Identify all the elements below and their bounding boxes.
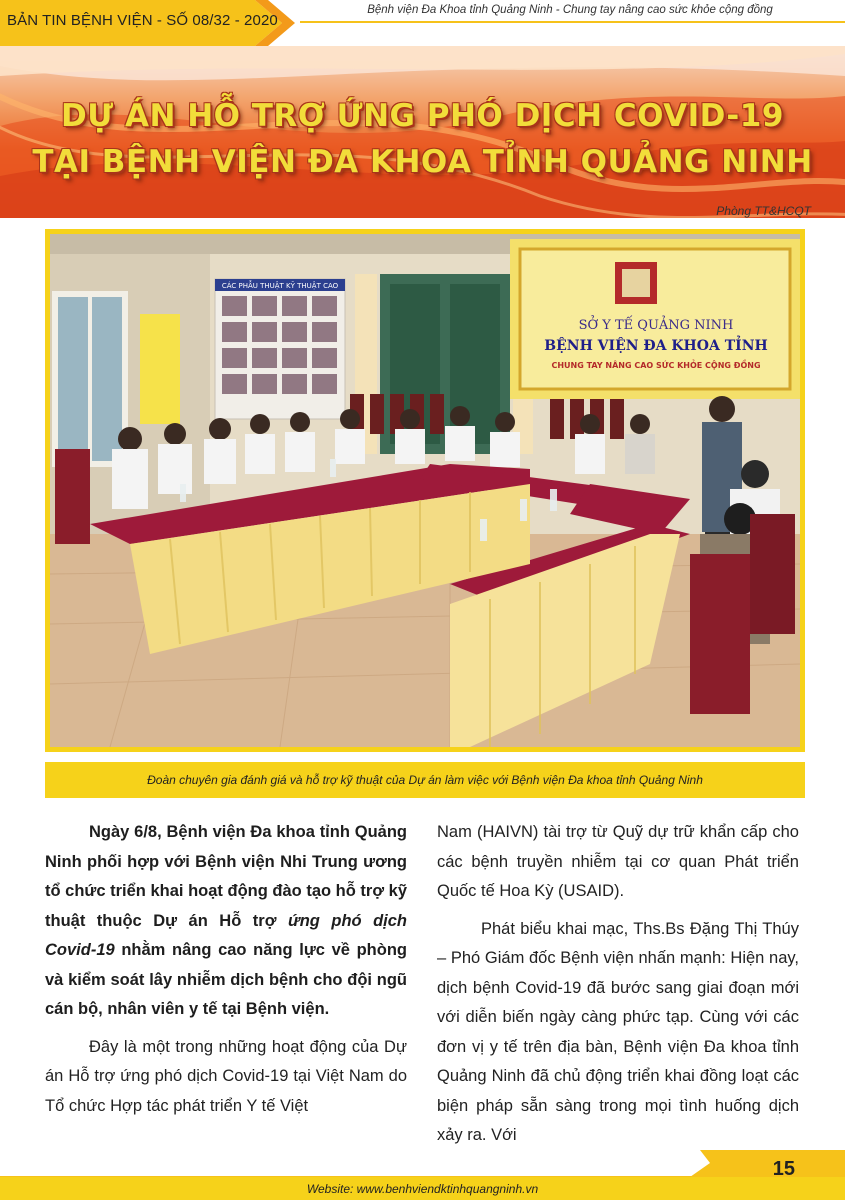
photo-board-title: CÁC PHẪU THUẬT KỸ THUẬT CAO bbox=[221, 282, 339, 290]
photo-banner-line-1: SỞ Y TẾ QUẢNG NINH bbox=[578, 318, 734, 333]
title-banner bbox=[0, 46, 845, 218]
photo-banner-line-2: BỆNH VIỆN ĐA KHOA TỈNH bbox=[544, 338, 768, 354]
article-column-left bbox=[45, 818, 407, 1121]
article-column-right bbox=[437, 818, 799, 1151]
article-author: Phòng TT&HCQT bbox=[716, 204, 811, 218]
article-title-line-2: TẠI BỆNH VIỆN ĐA KHOA TỈNH QUẢNG NINH bbox=[32, 144, 813, 180]
lead-text-end: nhằm nâng cao năng lực về phòng và kiểm soát lây nhiễm dịch bệnh cho đội ngũ cán bộ, nhân viên y tế tại Bệnh viện. bbox=[45, 941, 407, 1018]
lead-text: Ngày 6/8, Bệnh viện Đa khoa tỉnh Quảng Ninh phối hợp với Bệnh viện Nhi Trung ương tổ chức triển khai hoạt động đào tạo hỗ trợ kỹ thuật thuộc Dự án Hỗ trợ bbox=[45, 823, 407, 930]
article-title-line-1: DỰ ÁN HỖ TRỢ ỨNG PHÓ DỊCH COVID-19 bbox=[61, 98, 784, 134]
photo-banner-line-3: CHUNG TAY NÂNG CAO SỨC KHỎE CỘNG ĐỒNG bbox=[551, 361, 761, 370]
photo-caption-bar bbox=[45, 762, 805, 798]
header-slogan: Bệnh viện Đa Khoa tỉnh Quảng Ninh - Chung tay nâng cao sức khỏe cộng đồng bbox=[367, 4, 773, 16]
photo-frame bbox=[45, 229, 805, 752]
photo-caption: Đoàn chuyên gia đánh giá và hỗ trợ kỹ thuật của Dự án làm việc với Bệnh viện Đa khoa tỉnh Quảng Ninh bbox=[147, 773, 703, 787]
lead-italic-text: ứng phó dịch Covid-19 bbox=[45, 911, 408, 959]
article-paragraph-3: Phát biểu khai mạc, Ths.Bs Đặng Thị Thúy – Phó Giám đốc Bệnh viện nhấn mạnh: Hiện nay, dịch bệnh Covid-19 đã bước sang giai đoạn mới với diễn biến ngày càng phức tạp. Cùng với các đơn vị y tế trên địa bàn, Bệnh viện Đa khoa tỉnh Quảng Ninh đã chủ động triển khai đồng loạt các biện pháp sẵn sàng trong mọi tình huống dịch xảy ra. Với bbox=[437, 919, 799, 1144]
meeting-photo bbox=[50, 234, 800, 747]
issue-label: BẢN TIN BỆNH VIỆN - SỐ 08/32 - 2020 bbox=[7, 12, 278, 29]
top-header-bar bbox=[0, 0, 845, 46]
article-lead-paragraph bbox=[45, 818, 407, 1025]
article-paragraph-2-continued: Nam (HAIVN) tài trợ từ Quỹ dự trữ khẩn cấp cho các bệnh truyền nhiễm tại cơ quan Phát triển Quốc tế Hoa Kỳ (USAID). bbox=[437, 823, 799, 900]
page-number: 15 bbox=[772, 1158, 795, 1180]
footer-website[interactable]: Website: www.benhviendktinhquangninh.vn bbox=[306, 1182, 539, 1196]
meeting-room-illustration bbox=[50, 234, 800, 747]
article-paragraph-2: Đây là một trong những hoạt động của Dự án Hỗ trợ ứng phó dịch Covid-19 tại Việt Nam do Tổ chức Hợp tác phát triển Y tế Việt bbox=[45, 1037, 407, 1115]
